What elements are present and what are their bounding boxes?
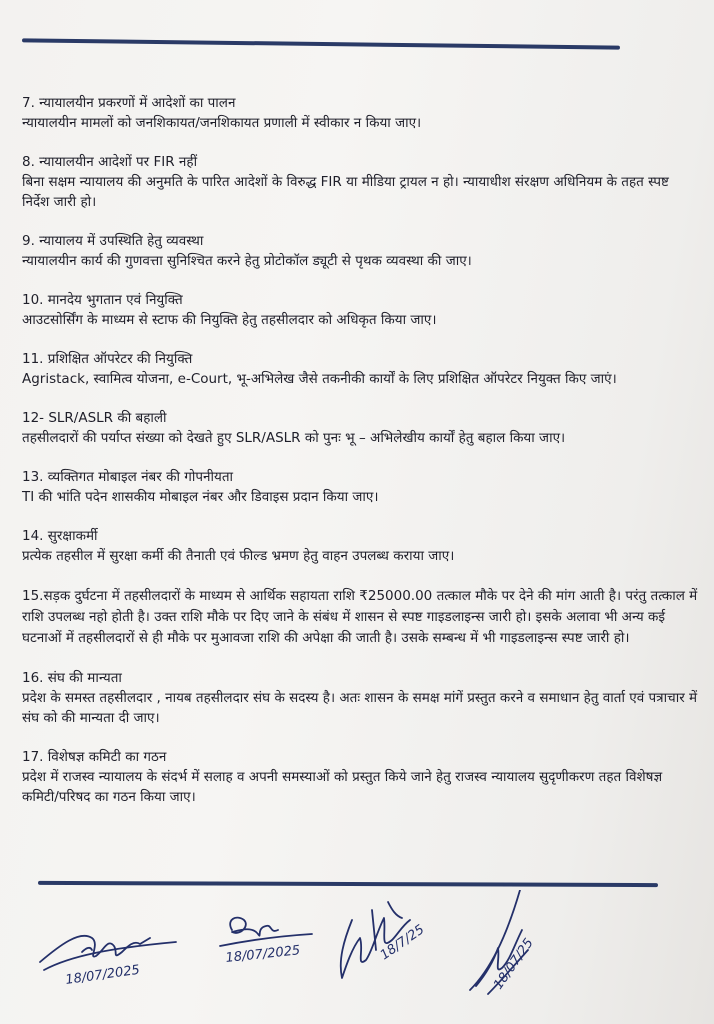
- list-item-8: [22, 153, 698, 212]
- list-item-14: [22, 527, 698, 566]
- list-item-16: [22, 669, 698, 728]
- item-body: तहसीलदारों की पर्याप्त संख्या को देखते हुए SLR/ASLR को पुनः भू – अभिलेखीय कार्यों हेतु बहाल किया जाए।: [22, 430, 566, 446]
- item-heading: 13. व्यक्तिगत मोबाइल नंबर की गोपनीयता: [22, 469, 234, 485]
- item-heading: 7. न्यायालयीन प्रकरणों में आदेशों का पालन: [22, 95, 236, 111]
- item-body: प्रत्येक तहसील में सुरक्षा कर्मी की तैनाती एवं फील्ड भ्रमण हेतु वाहन उपलब्ध कराया जाए।: [22, 548, 455, 564]
- list-item-17: [22, 748, 698, 807]
- list-item-9: [22, 232, 698, 271]
- item-body: बिना सक्षम न्यायालय की अनुमति के पारित आदेशों के विरुद्ध FIR या मीडिया ट्रायल न हो। न्यायाधीश संरक्षण अधिनियम के तहत स्पष्ट निर्देश जारी हो।: [22, 174, 669, 210]
- item-body: आउटसोर्सिंग के माध्यम से स्टाफ की नियुक्ति हेतु तहसीलदार को अधिकृत किया जाए।: [22, 312, 437, 328]
- item-body: न्यायालयीन मामलों को जनशिकायत/जनशिकायत प्रणाली में स्वीकार न किया जाए।: [22, 115, 422, 131]
- signature-2-date: 18/07/2025: [224, 943, 301, 966]
- list-item-15: [22, 586, 698, 649]
- top-divider-line: [22, 38, 620, 49]
- signature-area: [0, 890, 714, 1024]
- signature-4-date: 18/07/25: [490, 935, 537, 993]
- item-body: न्यायालयीन कार्य की गुणवत्ता सुनिश्चित करने हेतु प्रोटोकॉल ड्यूटी से पृथक व्यवस्था की जाए।: [22, 253, 472, 269]
- signature-2: [220, 918, 312, 946]
- signature-3-date: 18/7/25: [377, 922, 428, 964]
- signature-1-date: 18/07/2025: [64, 962, 141, 988]
- item-body: Agristack, स्वामित्व योजना, e-Court, भू-अभिलेख जैसे तकनीकी कार्यों के लिए प्रशिक्षित ऑपरेटर नियुक्त किए जाएं।: [22, 371, 617, 387]
- item-body: प्रदेश में राजस्व न्यायालय के संदर्भ में सलाह व अपनी समस्याओं को प्रस्तुत किये जाने हेतु राजस्व न्यायालय सुदृणीकरण तहत विशेषज्ञ कमिटी/परिषद का गठन किया जाए।: [22, 769, 663, 805]
- bottom-divider-line: [38, 881, 658, 887]
- demands-list: [22, 94, 698, 827]
- item-heading: 16. संघ की मान्यता: [22, 670, 122, 686]
- item-heading: 17. विशेषज्ञ कमिटी का गठन: [22, 749, 167, 765]
- list-item-12: [22, 409, 698, 448]
- item-body: TI की भांति पदेन शासकीय मोबाइल नंबर और डिवाइस प्रदान किया जाए।: [22, 489, 379, 505]
- item-body: प्रदेश के समस्त तहसीलदार , नायब तहसीलदार संघ के सदस्य है। अतः शासन के समक्ष मांगें प्रस्तुत करने व समाधान हेतु वार्ता एवं पत्राचार में संघ को की मान्यता दी जाए।: [22, 690, 698, 726]
- list-item-11: [22, 350, 698, 389]
- list-item-7: [22, 94, 698, 133]
- signature-1: [40, 936, 176, 970]
- signatures-drawing: [0, 890, 714, 1024]
- item-body: 15.सड़क दुर्घटना में तहसीलदारों के माध्यम से आर्थिक सहायता राशि ₹25000.00 तत्काल मौके पर देने की मांग आती है। परंतु तत्काल में राशि उपलब्ध नहो होती है। उक्त राशि मौके पर दिए जाने के संबंध में शासन से स्पष्ट गाइडलाइन्स जारी हो। इसके अलावा भी अन्य कई घटनाओं में तहसीलदारों से ही मौके पर मुआवजा राशि की अपेक्षा की जाती है। उसके सम्बन्ध में भी गाइडलाइन्स स्पष्ट जारी हो।: [22, 588, 698, 646]
- item-heading: 11. प्रशिक्षित ऑपरेटर की नियुक्ति: [22, 351, 193, 367]
- item-heading: 8. न्यायालयीन आदेशों पर FIR नहीं: [22, 154, 198, 170]
- item-heading: 10. मानदेय भुगतान एवं नियुक्ति: [22, 292, 183, 308]
- item-heading: 14. सुरक्षाकर्मी: [22, 528, 98, 544]
- item-heading: 12- SLR/ASLR की बहाली: [22, 410, 167, 426]
- item-heading: 9. न्यायालय में उपस्थिति हेतु व्यवस्था: [22, 233, 204, 249]
- list-item-10: [22, 291, 698, 330]
- list-item-13: [22, 468, 698, 507]
